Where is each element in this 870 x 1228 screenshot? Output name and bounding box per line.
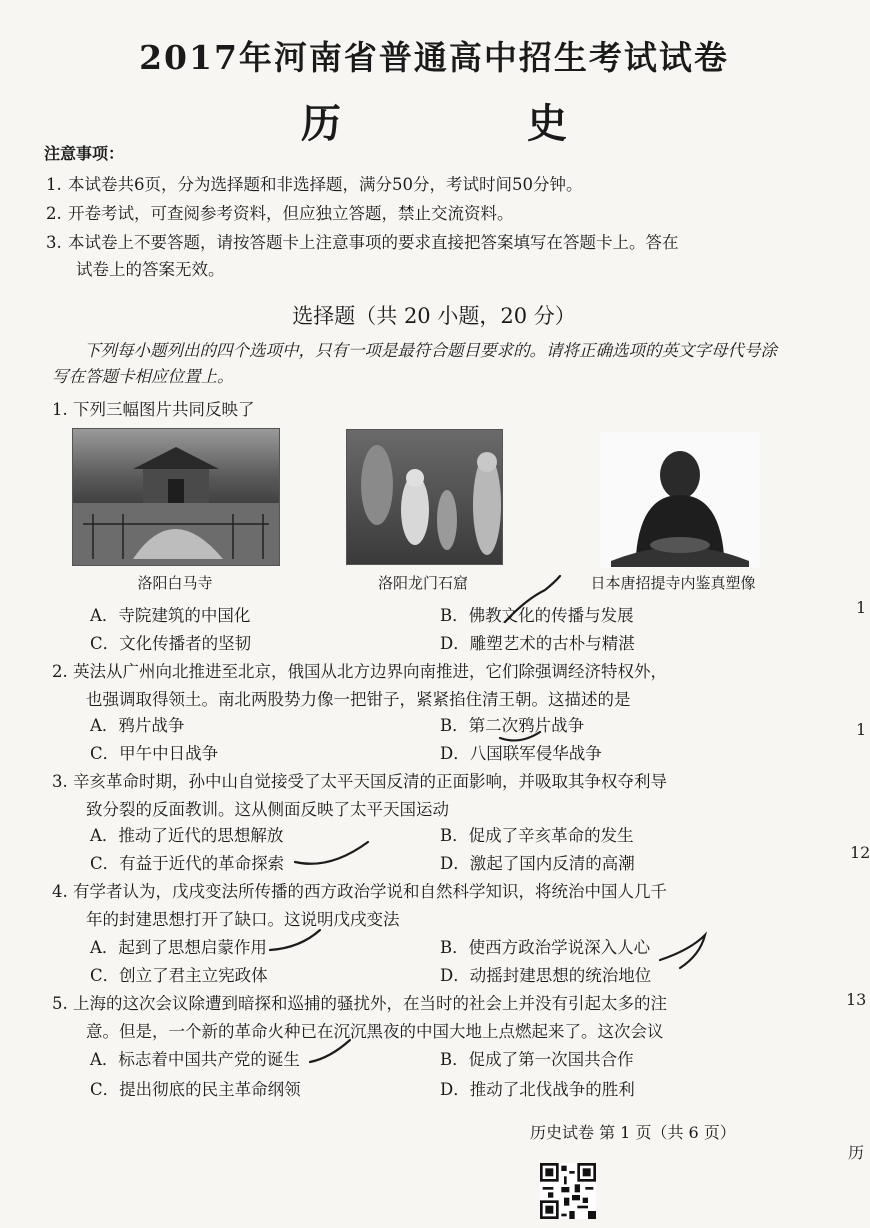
option-b: B．佛教文化的传播与发展	[440, 606, 634, 625]
notice-text: 开卷考试，可查阅参考资料，但应独立答题，禁止交流资料。	[68, 204, 514, 223]
question-text: 上海的这次会议除遭到暗探和巡捕的骚扰外，在当时的社会上并没有引起太多的注	[73, 994, 667, 1013]
option-c: C．甲午中日战争	[90, 744, 219, 763]
notice-text: 本试卷共6页，分为选择题和非选择题，满分50分，考试时间50分钟。	[68, 175, 583, 194]
page-footer: 历史试卷 第 1 页（共 6 页）	[530, 1123, 736, 1142]
option-b: B．使西方政治学说深入人心	[440, 938, 651, 957]
option-c: C．提出彻底的民主革命纲领	[90, 1080, 301, 1099]
option-d: D．激起了国内反清的高潮	[440, 854, 635, 873]
option-b: B．第二次鸦片战争	[440, 716, 585, 735]
notice-number: 2.	[46, 204, 62, 223]
notice-text-continued: 试卷上的答案无效。	[76, 260, 225, 279]
photo-caption: 日本唐招提寺内鉴真塑像	[590, 574, 756, 592]
option-c: C．创立了君主立宪政体	[90, 966, 268, 985]
option-c: C．文化传播者的坚韧	[90, 634, 252, 653]
pen-mark	[505, 576, 560, 622]
photo-caption: 洛阳白马寺	[137, 574, 213, 592]
question-text-continued: 也强调取得领土。南北两股势力像一把钳子，紧紧掐住清王朝。这描述的是	[86, 690, 631, 709]
option-d: D．动摇封建思想的统治地位	[440, 966, 652, 985]
question-text-continued: 致分裂的反面教训。这从侧面反映了太平天国运动	[86, 800, 449, 819]
question-number: 1.	[52, 400, 68, 419]
question-number: 4.	[52, 882, 68, 901]
question-text-continued: 意。但是，一个新的革命火种已在沉沉黑夜的中国大地上点燃起来了。这次会议	[86, 1022, 664, 1041]
question-number: 3.	[52, 772, 68, 791]
option-a: A．起到了思想启蒙作用	[90, 938, 267, 957]
notice-heading: 注意事项：	[44, 144, 125, 163]
notice-number: 1.	[46, 175, 62, 194]
option-d: D．八国联军侵华战争	[440, 744, 602, 763]
question-text: 英法从广州向北推进至北京，俄国从北方边界向南推进，它们除强调经济特权外，	[73, 662, 667, 681]
option-a: A．鸦片战争	[90, 716, 185, 735]
pen-mark	[295, 842, 368, 864]
option-a: A．寺院建筑的中国化	[90, 606, 251, 625]
margin-mark: 13	[846, 990, 867, 1009]
question-text: 下列三幅图片共同反映了	[73, 400, 255, 419]
option-b: B．促成了辛亥革命的发生	[440, 826, 634, 845]
section-instructions: 下列每小题列出的四个选项中，只有一项是最符合题目要求的。请将正确选项的英文字母代号涂写在答题卡相应位置上。	[52, 341, 777, 386]
question-number: 5.	[52, 994, 68, 1013]
margin-mark: 1	[856, 598, 867, 617]
subject-title: 历 史	[301, 100, 653, 147]
option-c: C．有益于近代的革命探索	[90, 854, 285, 873]
pen-mark	[660, 935, 705, 968]
question-text: 辛亥革命时期，孙中山自觉接受了太平天国反清的正面影响，并吸取其争权夺利导	[73, 772, 667, 791]
photo-caption: 洛阳龙门石窟	[377, 574, 468, 592]
notice-text: 本试卷上不要答题，请按答题卡上注意事项的要求直接把答案填写在答题卡上。答在	[68, 233, 679, 252]
exam-title: 2017年河南省普通高中招生考试试卷	[139, 38, 729, 77]
qr-code	[540, 1163, 596, 1219]
option-d: D．雕塑艺术的古朴与精湛	[440, 634, 635, 653]
option-a: A．推动了近代的思想解放	[90, 826, 284, 845]
margin-mark: 历	[848, 1143, 865, 1162]
option-d: D．推动了北伐战争的胜利	[440, 1080, 635, 1099]
notice-number: 3.	[46, 233, 62, 252]
option-a: A．标志着中国共产党的诞生	[90, 1050, 300, 1069]
pen-mark	[270, 930, 320, 950]
margin-mark: 12	[850, 843, 870, 862]
section-title: 选择题（共 20 小题，20 分）	[292, 304, 576, 328]
question-text: 有学者认为，戊戌变法所传播的西方政治学说和自然科学知识，将统治中国人几千	[73, 882, 667, 901]
option-b: B．促成了第一次国共合作	[440, 1050, 634, 1069]
margin-mark: 1	[856, 720, 867, 739]
question-text-continued: 年的封建思想打开了缺口。这说明戊戌变法	[86, 910, 400, 929]
question-number: 2.	[52, 662, 68, 681]
pen-mark	[310, 1040, 350, 1062]
pen-mark	[500, 732, 540, 740]
